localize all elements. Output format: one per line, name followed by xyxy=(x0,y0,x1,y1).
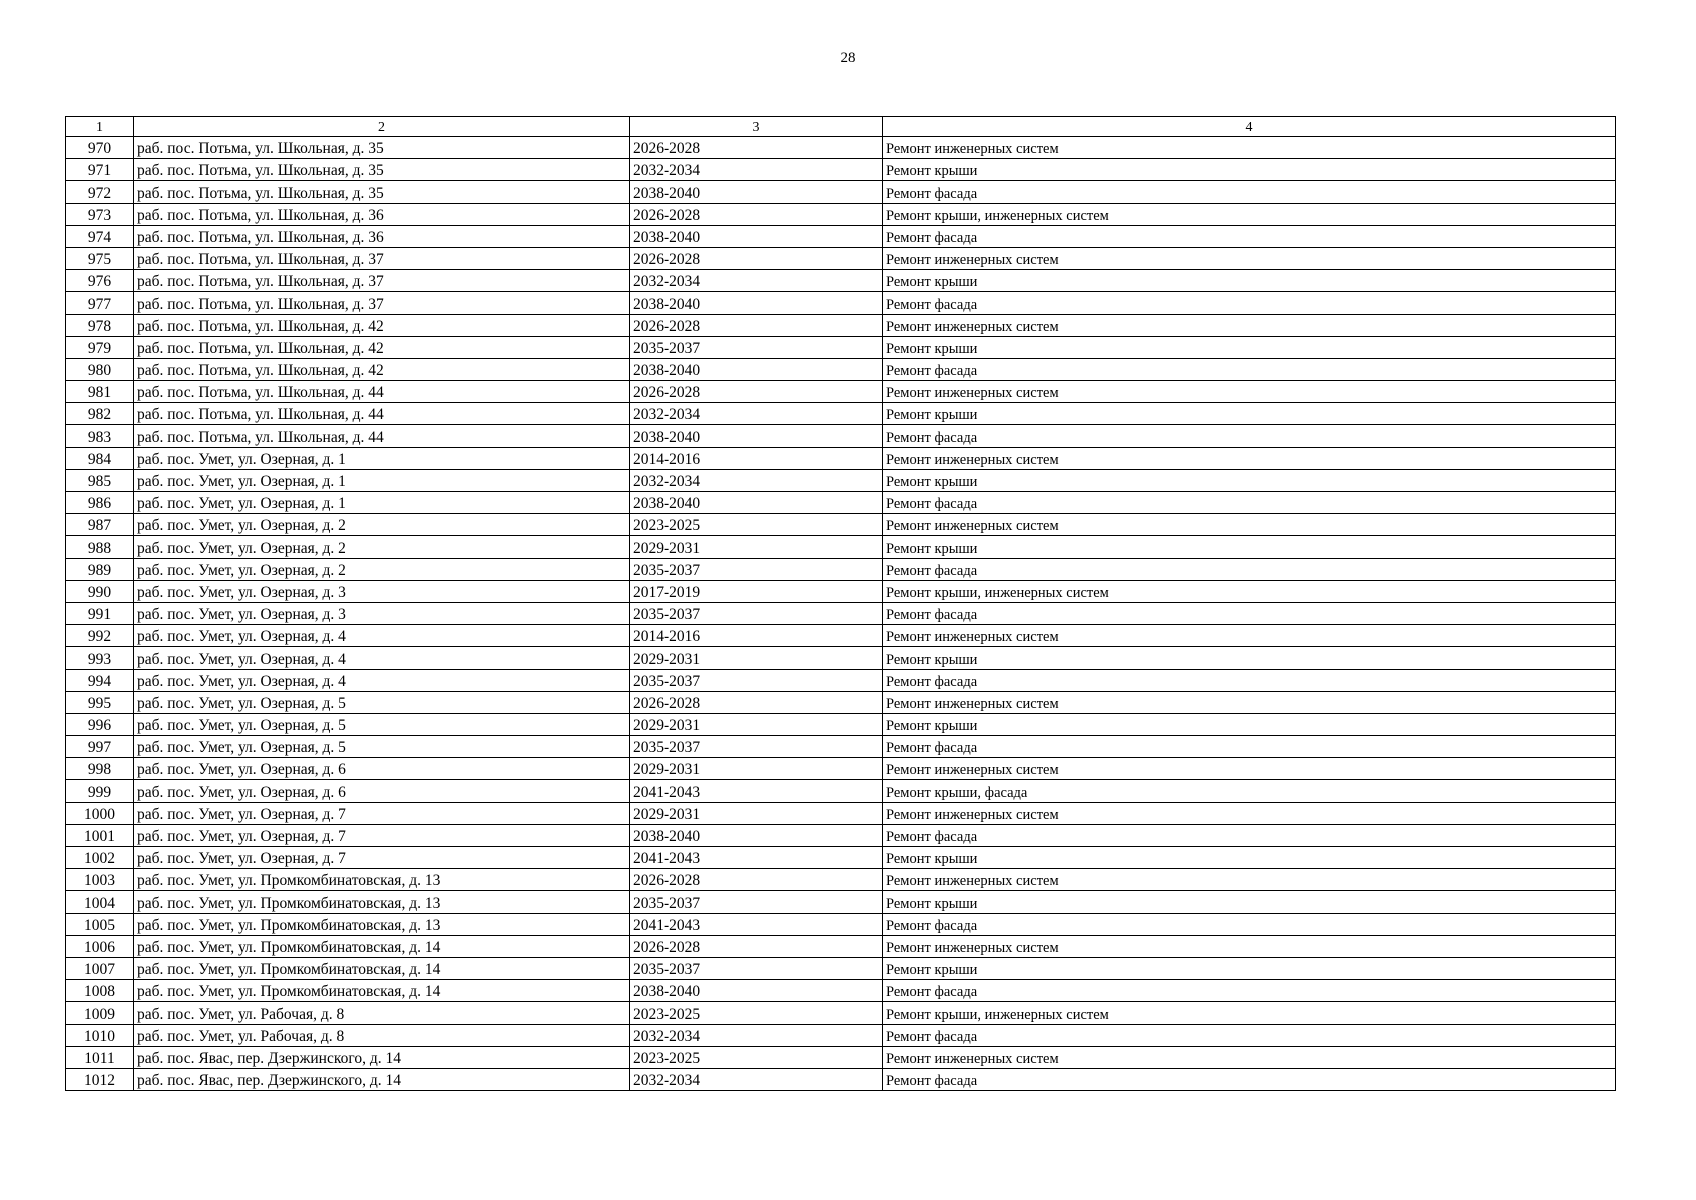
cell-period: 2041-2043 xyxy=(630,913,883,935)
cell-work-type: Ремонт инженерных систем xyxy=(883,447,1616,469)
cell-row-number: 972 xyxy=(66,181,134,203)
cell-address: раб. пос. Умет, ул. Промкомбинатовская, д. 13 xyxy=(134,891,630,913)
cell-row-number: 990 xyxy=(66,580,134,602)
cell-work-type: Ремонт фасада xyxy=(883,980,1616,1002)
table-row xyxy=(66,580,1616,602)
cell-work-type: Ремонт фасада xyxy=(883,1068,1616,1090)
column-header-4: 4 xyxy=(883,117,1616,137)
cell-address: раб. пос. Умет, ул. Озерная, д. 2 xyxy=(134,536,630,558)
cell-work-type: Ремонт фасада xyxy=(883,558,1616,580)
cell-address: раб. пос. Умет, ул. Озерная, д. 5 xyxy=(134,736,630,758)
cell-row-number: 1009 xyxy=(66,1002,134,1024)
header-row xyxy=(66,117,1616,137)
cell-row-number: 1012 xyxy=(66,1068,134,1090)
table-row xyxy=(66,536,1616,558)
cell-address: раб. пос. Явас, пер. Дзержинского, д. 14 xyxy=(134,1046,630,1068)
cell-work-type: Ремонт крыши, инженерных систем xyxy=(883,580,1616,602)
cell-row-number: 993 xyxy=(66,647,134,669)
cell-row-number: 978 xyxy=(66,314,134,336)
cell-period: 2023-2025 xyxy=(630,1002,883,1024)
cell-period: 2029-2031 xyxy=(630,802,883,824)
cell-row-number: 1011 xyxy=(66,1046,134,1068)
cell-row-number: 1004 xyxy=(66,891,134,913)
table-row xyxy=(66,935,1616,957)
cell-period: 2035-2037 xyxy=(630,336,883,358)
cell-address: раб. пос. Умет, ул. Промкомбинатовская, д. 14 xyxy=(134,935,630,957)
cell-work-type: Ремонт крыши xyxy=(883,957,1616,979)
cell-row-number: 996 xyxy=(66,713,134,735)
table-row xyxy=(66,780,1616,802)
table-row xyxy=(66,758,1616,780)
cell-work-type: Ремонт крыши, инженерных систем xyxy=(883,1002,1616,1024)
cell-period: 2029-2031 xyxy=(630,536,883,558)
cell-address: раб. пос. Умет, ул. Озерная, д. 2 xyxy=(134,514,630,536)
cell-address: раб. пос. Умет, ул. Промкомбинатовская, д. 13 xyxy=(134,913,630,935)
table-row xyxy=(66,1002,1616,1024)
cell-address: раб. пос. Умет, ул. Озерная, д. 1 xyxy=(134,447,630,469)
cell-row-number: 995 xyxy=(66,691,134,713)
table-row xyxy=(66,625,1616,647)
cell-period: 2026-2028 xyxy=(630,203,883,225)
cell-period: 2038-2040 xyxy=(630,492,883,514)
cell-row-number: 981 xyxy=(66,381,134,403)
table-row xyxy=(66,869,1616,891)
cell-work-type: Ремонт крыши xyxy=(883,891,1616,913)
table-row xyxy=(66,159,1616,181)
table-row xyxy=(66,1024,1616,1046)
cell-address: раб. пос. Умет, ул. Озерная, д. 7 xyxy=(134,824,630,846)
cell-work-type: Ремонт фасада xyxy=(883,736,1616,758)
table-row xyxy=(66,558,1616,580)
cell-address: раб. пос. Потьма, ул. Школьная, д. 37 xyxy=(134,292,630,314)
cell-address: раб. пос. Потьма, ул. Школьная, д. 36 xyxy=(134,203,630,225)
table-row xyxy=(66,336,1616,358)
cell-row-number: 1000 xyxy=(66,802,134,824)
cell-row-number: 989 xyxy=(66,558,134,580)
table-row xyxy=(66,381,1616,403)
cell-address: раб. пос. Умет, ул. Озерная, д. 4 xyxy=(134,647,630,669)
cell-row-number: 994 xyxy=(66,669,134,691)
table-row xyxy=(66,891,1616,913)
cell-address: раб. пос. Умет, ул. Озерная, д. 7 xyxy=(134,802,630,824)
cell-row-number: 1002 xyxy=(66,847,134,869)
cell-address: раб. пос. Потьма, ул. Школьная, д. 35 xyxy=(134,137,630,159)
table-row xyxy=(66,492,1616,514)
cell-row-number: 974 xyxy=(66,225,134,247)
cell-address: раб. пос. Потьма, ул. Школьная, д. 35 xyxy=(134,159,630,181)
cell-period: 2041-2043 xyxy=(630,847,883,869)
table-row xyxy=(66,691,1616,713)
cell-address: раб. пос. Потьма, ул. Школьная, д. 36 xyxy=(134,225,630,247)
table-row xyxy=(66,847,1616,869)
column-header-1: 1 xyxy=(66,117,134,137)
page-number: 28 xyxy=(840,50,856,66)
cell-address: раб. пос. Умет, ул. Озерная, д. 1 xyxy=(134,492,630,514)
cell-row-number: 991 xyxy=(66,602,134,624)
cell-row-number: 983 xyxy=(66,425,134,447)
cell-address: раб. пос. Потьма, ул. Школьная, д. 37 xyxy=(134,247,630,269)
cell-address: раб. пос. Потьма, ул. Школьная, д. 42 xyxy=(134,336,630,358)
cell-row-number: 1007 xyxy=(66,957,134,979)
cell-row-number: 973 xyxy=(66,203,134,225)
cell-address: раб. пос. Умет, ул. Озерная, д. 7 xyxy=(134,847,630,869)
cell-period: 2023-2025 xyxy=(630,514,883,536)
cell-work-type: Ремонт фасада xyxy=(883,1024,1616,1046)
cell-address: раб. пос. Умет, ул. Озерная, д. 5 xyxy=(134,713,630,735)
cell-work-type: Ремонт крыши, фасада xyxy=(883,780,1616,802)
table-row xyxy=(66,203,1616,225)
cell-work-type: Ремонт фасада xyxy=(883,913,1616,935)
cell-period: 2032-2034 xyxy=(630,159,883,181)
cell-row-number: 986 xyxy=(66,492,134,514)
cell-address: раб. пос. Умет, ул. Промкомбинатовская, д. 14 xyxy=(134,957,630,979)
cell-row-number: 977 xyxy=(66,292,134,314)
cell-work-type: Ремонт фасада xyxy=(883,602,1616,624)
cell-work-type: Ремонт фасада xyxy=(883,492,1616,514)
cell-address: раб. пос. Умет, ул. Озерная, д. 4 xyxy=(134,669,630,691)
table-row xyxy=(66,247,1616,269)
table-row xyxy=(66,602,1616,624)
cell-period: 2026-2028 xyxy=(630,381,883,403)
cell-period: 2035-2037 xyxy=(630,891,883,913)
cell-work-type: Ремонт фасада xyxy=(883,225,1616,247)
table-row xyxy=(66,913,1616,935)
table-row xyxy=(66,403,1616,425)
cell-work-type: Ремонт крыши xyxy=(883,469,1616,491)
cell-work-type: Ремонт крыши xyxy=(883,270,1616,292)
cell-address: раб. пос. Потьма, ул. Школьная, д. 35 xyxy=(134,181,630,203)
cell-work-type: Ремонт фасада xyxy=(883,181,1616,203)
cell-row-number: 1006 xyxy=(66,935,134,957)
cell-period: 2035-2037 xyxy=(630,669,883,691)
table-row xyxy=(66,181,1616,203)
cell-period: 2026-2028 xyxy=(630,137,883,159)
cell-row-number: 979 xyxy=(66,336,134,358)
cell-period: 2038-2040 xyxy=(630,980,883,1002)
cell-work-type: Ремонт крыши, инженерных систем xyxy=(883,203,1616,225)
table-row xyxy=(66,270,1616,292)
cell-address: раб. пос. Умет, ул. Озерная, д. 3 xyxy=(134,602,630,624)
cell-period: 2023-2025 xyxy=(630,1046,883,1068)
cell-period: 2029-2031 xyxy=(630,713,883,735)
cell-address: раб. пос. Умет, ул. Озерная, д. 1 xyxy=(134,469,630,491)
cell-row-number: 999 xyxy=(66,780,134,802)
cell-address: раб. пос. Потьма, ул. Школьная, д. 44 xyxy=(134,425,630,447)
cell-period: 2014-2016 xyxy=(630,447,883,469)
cell-period: 2038-2040 xyxy=(630,292,883,314)
table-row xyxy=(66,713,1616,735)
cell-work-type: Ремонт крыши xyxy=(883,403,1616,425)
cell-work-type: Ремонт инженерных систем xyxy=(883,935,1616,957)
cell-work-type: Ремонт инженерных систем xyxy=(883,247,1616,269)
table-row xyxy=(66,292,1616,314)
cell-row-number: 976 xyxy=(66,270,134,292)
cell-period: 2026-2028 xyxy=(630,691,883,713)
cell-row-number: 987 xyxy=(66,514,134,536)
cell-period: 2026-2028 xyxy=(630,935,883,957)
cell-row-number: 1001 xyxy=(66,824,134,846)
cell-address: раб. пос. Умет, ул. Озерная, д. 6 xyxy=(134,758,630,780)
cell-work-type: Ремонт инженерных систем xyxy=(883,802,1616,824)
cell-period: 2032-2034 xyxy=(630,270,883,292)
cell-work-type: Ремонт инженерных систем xyxy=(883,514,1616,536)
table-header xyxy=(66,117,1616,137)
table-row xyxy=(66,425,1616,447)
cell-address: раб. пос. Потьма, ул. Школьная, д. 44 xyxy=(134,381,630,403)
cell-work-type: Ремонт фасада xyxy=(883,669,1616,691)
cell-work-type: Ремонт крыши xyxy=(883,847,1616,869)
cell-address: раб. пос. Потьма, ул. Школьная, д. 42 xyxy=(134,358,630,380)
table-row xyxy=(66,980,1616,1002)
cell-row-number: 971 xyxy=(66,159,134,181)
cell-period: 2026-2028 xyxy=(630,869,883,891)
table-row xyxy=(66,669,1616,691)
cell-period: 2035-2037 xyxy=(630,957,883,979)
cell-row-number: 1003 xyxy=(66,869,134,891)
cell-period: 2035-2037 xyxy=(630,736,883,758)
cell-row-number: 970 xyxy=(66,137,134,159)
cell-row-number: 980 xyxy=(66,358,134,380)
cell-work-type: Ремонт инженерных систем xyxy=(883,691,1616,713)
cell-work-type: Ремонт крыши xyxy=(883,713,1616,735)
cell-period: 2032-2034 xyxy=(630,403,883,425)
cell-period: 2038-2040 xyxy=(630,181,883,203)
table-row xyxy=(66,469,1616,491)
cell-period: 2038-2040 xyxy=(630,358,883,380)
cell-row-number: 997 xyxy=(66,736,134,758)
cell-address: раб. пос. Умет, ул. Озерная, д. 4 xyxy=(134,625,630,647)
table-row xyxy=(66,358,1616,380)
cell-work-type: Ремонт фасада xyxy=(883,425,1616,447)
cell-address: раб. пос. Явас, пер. Дзержинского, д. 14 xyxy=(134,1068,630,1090)
cell-row-number: 998 xyxy=(66,758,134,780)
cell-row-number: 985 xyxy=(66,469,134,491)
cell-period: 2029-2031 xyxy=(630,647,883,669)
cell-period: 2035-2037 xyxy=(630,602,883,624)
cell-address: раб. пос. Умет, ул. Рабочая, д. 8 xyxy=(134,1024,630,1046)
cell-period: 2029-2031 xyxy=(630,758,883,780)
cell-period: 2026-2028 xyxy=(630,247,883,269)
cell-work-type: Ремонт инженерных систем xyxy=(883,137,1616,159)
table-row xyxy=(66,802,1616,824)
table-row xyxy=(66,137,1616,159)
cell-row-number: 992 xyxy=(66,625,134,647)
cell-period: 2038-2040 xyxy=(630,425,883,447)
cell-work-type: Ремонт инженерных систем xyxy=(883,314,1616,336)
table-row xyxy=(66,1046,1616,1068)
table-row xyxy=(66,824,1616,846)
cell-work-type: Ремонт крыши xyxy=(883,336,1616,358)
table-row xyxy=(66,736,1616,758)
cell-address: раб. пос. Потьма, ул. Школьная, д. 37 xyxy=(134,270,630,292)
cell-address: раб. пос. Умет, ул. Промкомбинатовская, д. 14 xyxy=(134,980,630,1002)
cell-period: 2038-2040 xyxy=(630,824,883,846)
cell-work-type: Ремонт инженерных систем xyxy=(883,758,1616,780)
cell-row-number: 988 xyxy=(66,536,134,558)
cell-work-type: Ремонт крыши xyxy=(883,647,1616,669)
cell-work-type: Ремонт инженерных систем xyxy=(883,869,1616,891)
cell-address: раб. пос. Умет, ул. Озерная, д. 5 xyxy=(134,691,630,713)
cell-address: раб. пос. Потьма, ул. Школьная, д. 44 xyxy=(134,403,630,425)
cell-period: 2032-2034 xyxy=(630,1068,883,1090)
cell-period: 2032-2034 xyxy=(630,1024,883,1046)
table-row xyxy=(66,957,1616,979)
cell-period: 2032-2034 xyxy=(630,469,883,491)
cell-period: 2014-2016 xyxy=(630,625,883,647)
table-row xyxy=(66,1068,1616,1090)
table-row xyxy=(66,225,1616,247)
column-header-3: 3 xyxy=(630,117,883,137)
cell-work-type: Ремонт крыши xyxy=(883,159,1616,181)
cell-work-type: Ремонт инженерных систем xyxy=(883,625,1616,647)
cell-work-type: Ремонт фасада xyxy=(883,358,1616,380)
cell-period: 2041-2043 xyxy=(630,780,883,802)
cell-address: раб. пос. Умет, ул. Промкомбинатовская, д. 13 xyxy=(134,869,630,891)
cell-work-type: Ремонт фасада xyxy=(883,292,1616,314)
cell-work-type: Ремонт инженерных систем xyxy=(883,1046,1616,1068)
cell-address: раб. пос. Умет, ул. Озерная, д. 2 xyxy=(134,558,630,580)
cell-row-number: 982 xyxy=(66,403,134,425)
cell-period: 2026-2028 xyxy=(630,314,883,336)
cell-address: раб. пос. Потьма, ул. Школьная, д. 42 xyxy=(134,314,630,336)
cell-work-type: Ремонт фасада xyxy=(883,824,1616,846)
cell-row-number: 1008 xyxy=(66,980,134,1002)
cell-work-type: Ремонт инженерных систем xyxy=(883,381,1616,403)
cell-address: раб. пос. Умет, ул. Рабочая, д. 8 xyxy=(134,1002,630,1024)
cell-period: 2035-2037 xyxy=(630,558,883,580)
cell-row-number: 1005 xyxy=(66,913,134,935)
repair-schedule-table xyxy=(65,116,1616,1091)
table-body xyxy=(66,137,1616,1091)
cell-address: раб. пос. Умет, ул. Озерная, д. 6 xyxy=(134,780,630,802)
column-header-2: 2 xyxy=(134,117,630,137)
cell-work-type: Ремонт крыши xyxy=(883,536,1616,558)
table-row xyxy=(66,447,1616,469)
table-row xyxy=(66,647,1616,669)
cell-period: 2017-2019 xyxy=(630,580,883,602)
cell-address: раб. пос. Умет, ул. Озерная, д. 3 xyxy=(134,580,630,602)
table-row xyxy=(66,514,1616,536)
table-row xyxy=(66,314,1616,336)
cell-row-number: 984 xyxy=(66,447,134,469)
cell-row-number: 975 xyxy=(66,247,134,269)
cell-period: 2038-2040 xyxy=(630,225,883,247)
cell-row-number: 1010 xyxy=(66,1024,134,1046)
